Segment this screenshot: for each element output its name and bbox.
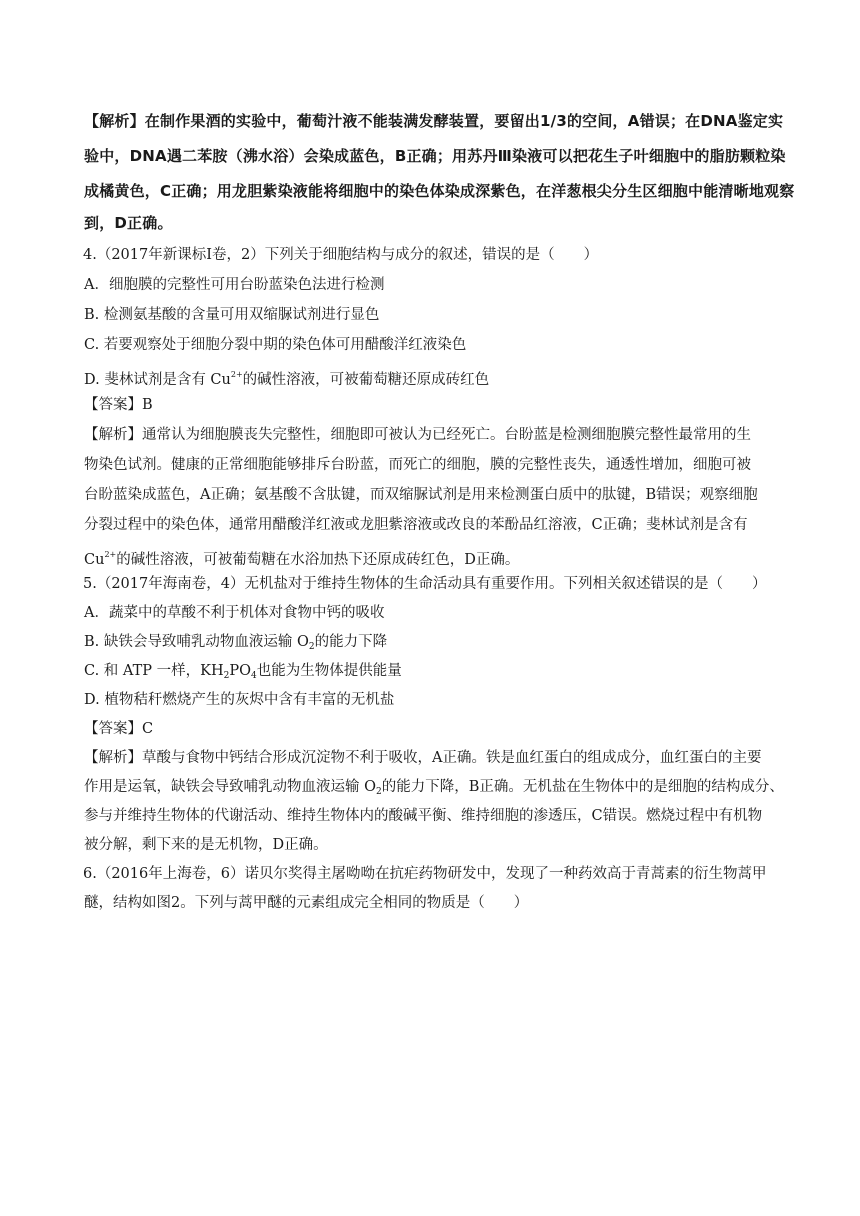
q5-option-b-text-1: B. 缺铁会导致哺乳动物血液运输 O [84,634,309,650]
q4-stem: 4.（2017年新课标Ⅰ卷，2）下列关于细胞结构与成分的叙述，错误的是（ ） [83,247,599,263]
q5-analysis-line-1: 【解析】草酸与食物中钙结合形成沉淀物不利于吸收，A正确。铁是血红蛋白的组成成分，血红蛋白的主要 [84,750,762,766]
q5-analysis-line-3: 参与并维持生物体的代谢活动、维持生物体内的酸碱平衡、维持细胞的渗透压，C错误。燃烧过程中有机物 [84,808,763,824]
q5-option-c-subscript-2: 4 [251,671,257,681]
q5-option-a: A．蔬菜中的草酸不利于机体对食物中钙的吸收 [84,605,385,621]
intro-analysis-line-4: 到，D正确。 [84,214,173,232]
q5-option-c-subscript-1: 2 [223,671,230,681]
q4-analysis-superscript: 2+ [104,550,117,559]
q4-option-b: B. 检测氨基酸的含量可用双缩脲试剂进行显色 [84,307,380,323]
q5-analysis-subscript: 2 [376,787,382,797]
q5-analysis-line-2-text-2: 的能力下降，B正确。无机盐在生物体中的是细胞的结构成分、 [381,779,784,795]
q4-analysis-line-1: 【解析】通常认为细胞膜丧失完整性，细胞即可被认为已经死亡。台盼蓝是检测细胞膜完整性最常用的生 [84,427,751,443]
q5-answer: 【答案】C [84,721,154,737]
q4-option-d [84,365,489,390]
q6-stem-line-2: 醚，结构如图2。下列与蒿甲醚的元素组成完全相同的物质是（ ） [84,895,529,911]
q5-option-d: D. 植物秸秆燃烧产生的灰烬中含有丰富的无机盐 [84,692,395,708]
q4-analysis-line-5 [84,545,519,570]
q5-option-b-text-2: 的能力下降 [314,634,388,650]
q6-stem-line-1: 6.（2016年上海卷，6）诺贝尔奖得主屠呦呦在抗疟药物研发中，发现了一种药效高于青蒿素的衍生物蒿甲 [83,866,767,882]
q5-stem: 5.（2017年海南卷，4）无机盐对于维持生物体的生命活动具有重要作用。下列相关叙述错误的是（ ） [83,576,767,592]
q4-analysis-line-3: 台盼蓝染成蓝色，A正确；氨基酸不含肽键，而双缩脲试剂是用来检测蛋白质中的肽键，B错误；观察细胞 [84,487,758,503]
q4-analysis-line-2: 物染色试剂。健康的正常细胞能够排斥台盼蓝，而死亡的细胞，膜的完整性丧失，通透性增加，细胞可被 [84,457,751,473]
q4-answer: 【答案】B [84,397,153,413]
q5-option-b [84,632,387,657]
q5-option-c-text-3: 也能为生物体提供能量 [256,663,402,679]
q4-option-d-superscript: 2+ [230,370,243,379]
q4-analysis-cu: Cu [84,552,105,568]
intro-analysis-line-2: 验中，DNA遇二苯胺（沸水浴）会染成蓝色，B正确；用苏丹Ⅲ染液可以把花生子叶细胞中的脂肪颗粒染 [84,147,786,165]
q4-analysis-line-4: 分裂过程中的染色体，通常用醋酸洋红液或龙胆紫溶液或改良的苯酚品红溶液，C正确；斐林试剂是含有 [84,517,748,533]
q4-option-d-text-2: 的碱性溶液，可被葡萄糖还原成砖红色 [242,372,490,388]
q4-option-c: C. 若要观察处于细胞分裂中期的染色体可用醋酸洋红液染色 [84,337,467,353]
q5-analysis-line-2 [84,777,784,802]
q5-analysis-line-2-text-1: 作用是运氧，缺铁会导致哺乳动物血液运输 O [84,779,376,795]
q5-option-b-subscript: 2 [308,642,315,652]
q5-option-c-text-2: PO [229,663,251,679]
q5-analysis-line-4: 被分解，剩下来的是无机物，D正确。 [84,837,328,853]
intro-analysis-line-1: 【解析】在制作果酒的实验中，葡萄汁液不能装满发酵装置，要留出1/3的空间，A错误；在DNA鉴定实 [84,112,784,130]
q5-option-c-text-1: C. 和 ATP 一样，KH [84,663,224,679]
q4-option-d-text-1: D. 斐林试剂是含有 Cu [84,372,231,388]
q5-option-c [84,661,402,686]
q4-option-a: A．细胞膜的完整性可用台盼蓝染色法进行检测 [84,277,385,293]
q4-analysis-tail: 的碱性溶液，可被葡萄糖在水浴加热下还原成砖红色，D正确。 [116,552,520,568]
intro-analysis-line-3: 成橘黄色，C正确；用龙胆紫染液能将细胞中的染色体染成深紫色，在洋葱根尖分生区细胞中能清晰地观察 [84,182,795,200]
